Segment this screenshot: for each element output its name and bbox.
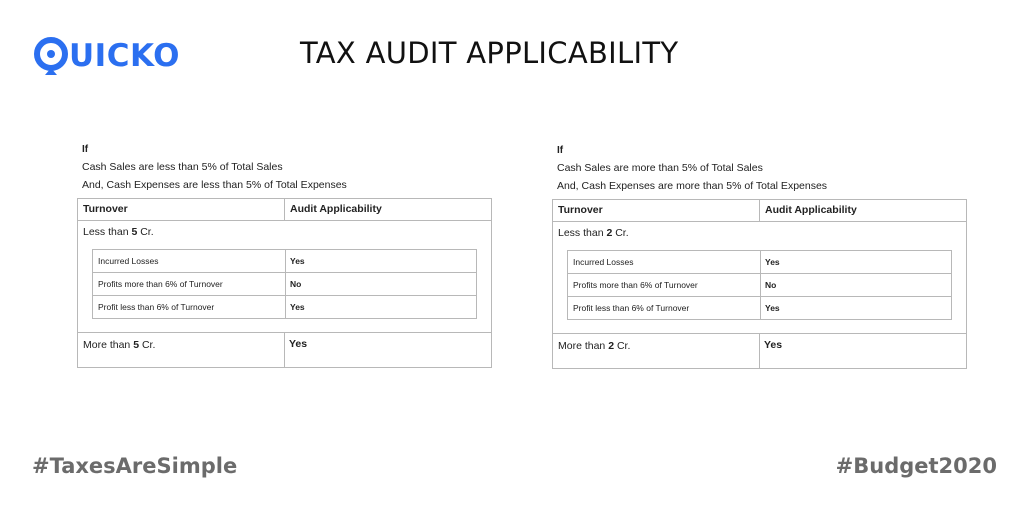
condition-sales: Cash Sales are more than 5% of Total Sales (557, 162, 763, 174)
table-header (78, 199, 491, 221)
condition-expenses: And, Cash Expenses are less than 5% of Total Expenses (82, 179, 347, 191)
turnover-header: Turnover (78, 199, 285, 220)
more-than-amount: 2 (608, 340, 615, 352)
audit-table (77, 198, 492, 368)
hashtag-taxes-are-simple: #TaxesAreSimple (32, 454, 238, 478)
left-panel (77, 142, 492, 368)
more-than-prefix: More than (558, 340, 609, 352)
hashtag-budget2020: #Budget2020 (835, 454, 997, 478)
more-than-suffix: Cr. (139, 339, 156, 351)
condition-label: Profit less than 6% of Turnover (568, 297, 761, 319)
condition-label: Incurred Losses (568, 251, 761, 273)
if-label: If (82, 144, 89, 155)
table-row (568, 251, 951, 274)
quicko-logo (31, 36, 180, 76)
applicability-value: Yes (765, 257, 780, 267)
page-title: TAX AUDIT APPLICABILITY (300, 36, 679, 70)
more-than-label (78, 333, 285, 367)
less-than-suffix: Cr. (137, 226, 154, 238)
applicability-value: No (290, 279, 302, 289)
condition-sales: Cash Sales are less than 5% of Total Sales (82, 161, 283, 173)
right-panel (552, 143, 967, 369)
condition-label: Incurred Losses (93, 250, 286, 272)
more-than-prefix: More than (83, 339, 134, 351)
quicko-q-icon (31, 36, 71, 76)
condition-label: Profit less than 6% of Turnover (93, 296, 286, 318)
more-than-label (553, 334, 760, 368)
more-than-row (553, 333, 966, 368)
turnover-header: Turnover (553, 200, 760, 221)
less-than-prefix: Less than (83, 226, 132, 238)
applicability-value: Yes (765, 303, 780, 313)
more-than-value: Yes (764, 339, 783, 351)
less-than-prefix: Less than (558, 227, 607, 239)
table-row (93, 296, 476, 318)
more-than-value: Yes (289, 338, 308, 350)
less-than-amount: 5 (131, 226, 138, 238)
audit-applicability-header: Audit Applicability (290, 203, 382, 215)
inner-table (567, 250, 952, 320)
condition-expenses: And, Cash Expenses are more than 5% of Total Expenses (557, 180, 828, 192)
more-than-amount: 5 (133, 339, 140, 351)
audit-applicability-header: Audit Applicability (765, 204, 857, 216)
table-row (93, 273, 476, 296)
more-than-row (78, 332, 491, 367)
more-than-suffix: Cr. (614, 340, 631, 352)
logo-wordmark: UICKO (69, 38, 180, 74)
table-row (93, 250, 476, 273)
less-than-amount: 2 (606, 227, 613, 239)
less-than-row (78, 221, 491, 243)
applicability-value: Yes (290, 256, 305, 266)
condition-label: Profits more than 6% of Turnover (568, 274, 761, 296)
if-label: If (557, 145, 564, 156)
less-than-suffix: Cr. (612, 227, 629, 239)
table-row (568, 297, 951, 319)
less-than-row (553, 222, 966, 244)
applicability-value: No (765, 280, 777, 290)
condition-label: Profits more than 6% of Turnover (93, 273, 286, 295)
audit-table (552, 199, 967, 369)
table-row (568, 274, 951, 297)
applicability-value: Yes (290, 302, 305, 312)
inner-table (92, 249, 477, 319)
table-header (553, 200, 966, 222)
